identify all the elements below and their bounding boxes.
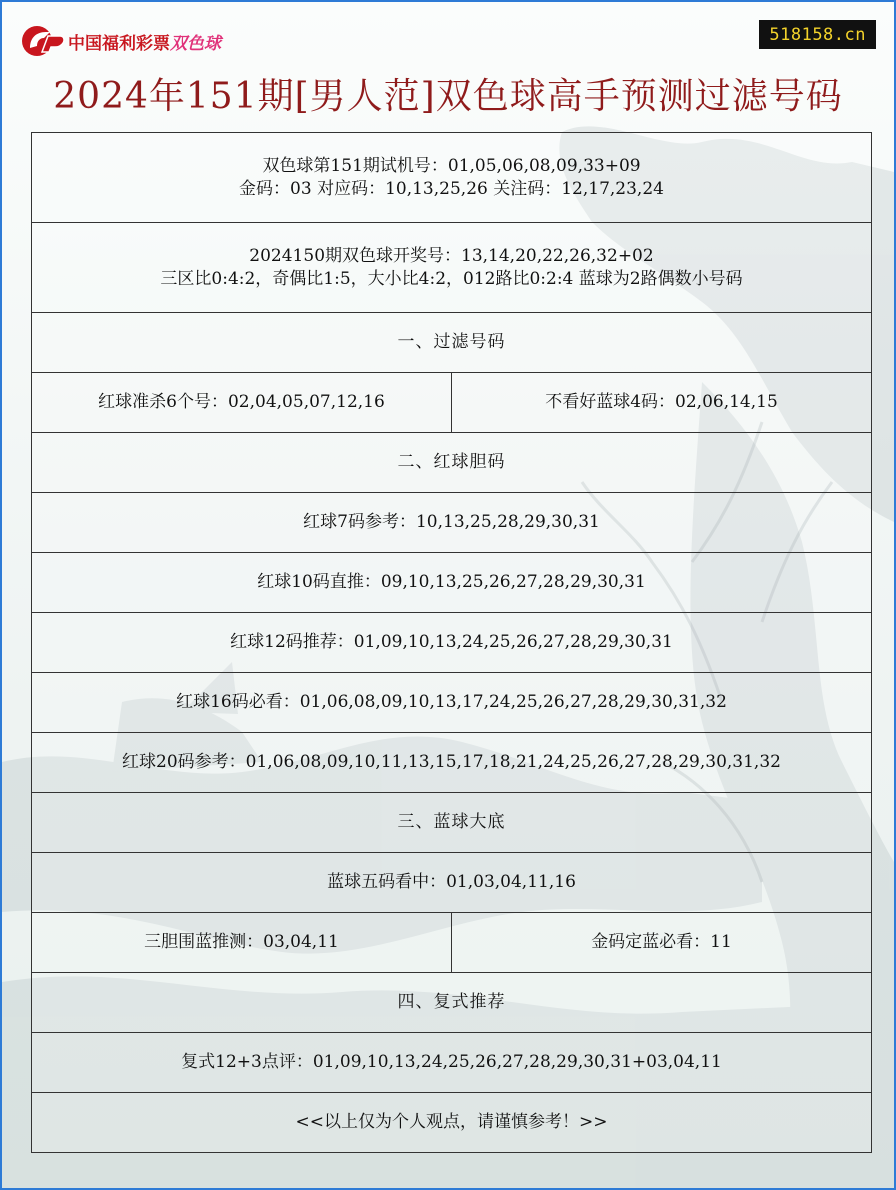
site-badge: 518158.cn xyxy=(759,20,876,49)
logo-text xyxy=(68,29,221,54)
combo-cell: 复式12+3点评：01,09,10,13,24,25,26,27,28,29,30,31+03,04,11 xyxy=(32,1033,872,1093)
trial-numbers-cell xyxy=(32,133,872,223)
table-row xyxy=(32,913,872,973)
disclaimer-cell: <<以上仅为个人观点，请谨慎参考！>> xyxy=(32,1093,872,1153)
logo-game-text: 双色球 xyxy=(170,33,221,54)
table-row xyxy=(32,793,872,853)
table-row xyxy=(32,493,872,553)
table-row xyxy=(32,853,872,913)
welfare-lottery-logo-icon xyxy=(20,24,66,58)
section-heading-combo: 四、复式推荐 xyxy=(32,973,872,1033)
red-7-cell: 红球7码参考：10,13,25,28,29,30,31 xyxy=(32,493,872,553)
page-title: 2024年151期[男人范]双色球高手预测过滤号码 xyxy=(53,76,843,117)
table-row xyxy=(32,553,872,613)
table-row xyxy=(32,613,872,673)
gold-code-line: 金码：03 对应码：10,13,25,26 关注码：12,17,23,24 xyxy=(239,178,664,199)
lottery-logo xyxy=(20,24,221,58)
blue-5-cell: 蓝球五码看中：01,03,04,11,16 xyxy=(32,853,872,913)
table-row xyxy=(32,313,872,373)
draw-analysis-line: 三区比0:4:2，奇偶比1:5，大小比4:2，012路比0:2:4 蓝球为2路偶数小号码 xyxy=(160,268,743,289)
table-row xyxy=(32,133,872,223)
kill-blue-cell: 不看好蓝球4码：02,06,14,15 xyxy=(452,373,872,433)
trial-numbers-line: 双色球第151期试机号：01,05,06,08,09,33+09 xyxy=(262,155,641,176)
table-row xyxy=(32,433,872,493)
table-row xyxy=(32,373,872,433)
section-heading-blue: 三、蓝球大底 xyxy=(32,793,872,853)
table-row xyxy=(32,1093,872,1153)
logo-org-text: 中国福利彩票 xyxy=(68,33,170,54)
previous-draw-line: 2024150期双色球开奖号：13,14,20,22,26,32+02 xyxy=(249,245,654,266)
red-16-cell: 红球16码必看：01,06,08,09,10,13,17,24,25,26,27,28,29,30,31,32 xyxy=(32,673,872,733)
blue-3-cell: 三胆围蓝推测：03,04,11 xyxy=(32,913,452,973)
table-row xyxy=(32,223,872,313)
table-row xyxy=(32,1033,872,1093)
red-10-cell: 红球10码直推：09,10,13,25,26,27,28,29,30,31 xyxy=(32,553,872,613)
kill-red-cell: 红球准杀6个号：02,04,05,07,12,16 xyxy=(32,373,452,433)
red-20-cell: 红球20码参考：01,06,08,09,10,11,13,15,17,18,21,24,25,26,27,28,29,30,31,32 xyxy=(32,733,872,793)
table-row xyxy=(32,733,872,793)
section-heading-red-core: 二、红球胆码 xyxy=(32,433,872,493)
section-heading-filter: 一、过滤号码 xyxy=(32,313,872,373)
blue-1-cell: 金码定蓝必看：11 xyxy=(452,913,872,973)
prediction-table xyxy=(31,132,872,1153)
table-row xyxy=(32,673,872,733)
previous-draw-cell xyxy=(32,223,872,313)
red-12-cell: 红球12码推荐：01,09,10,13,24,25,26,27,28,29,30,31 xyxy=(32,613,872,673)
table-row xyxy=(32,973,872,1033)
